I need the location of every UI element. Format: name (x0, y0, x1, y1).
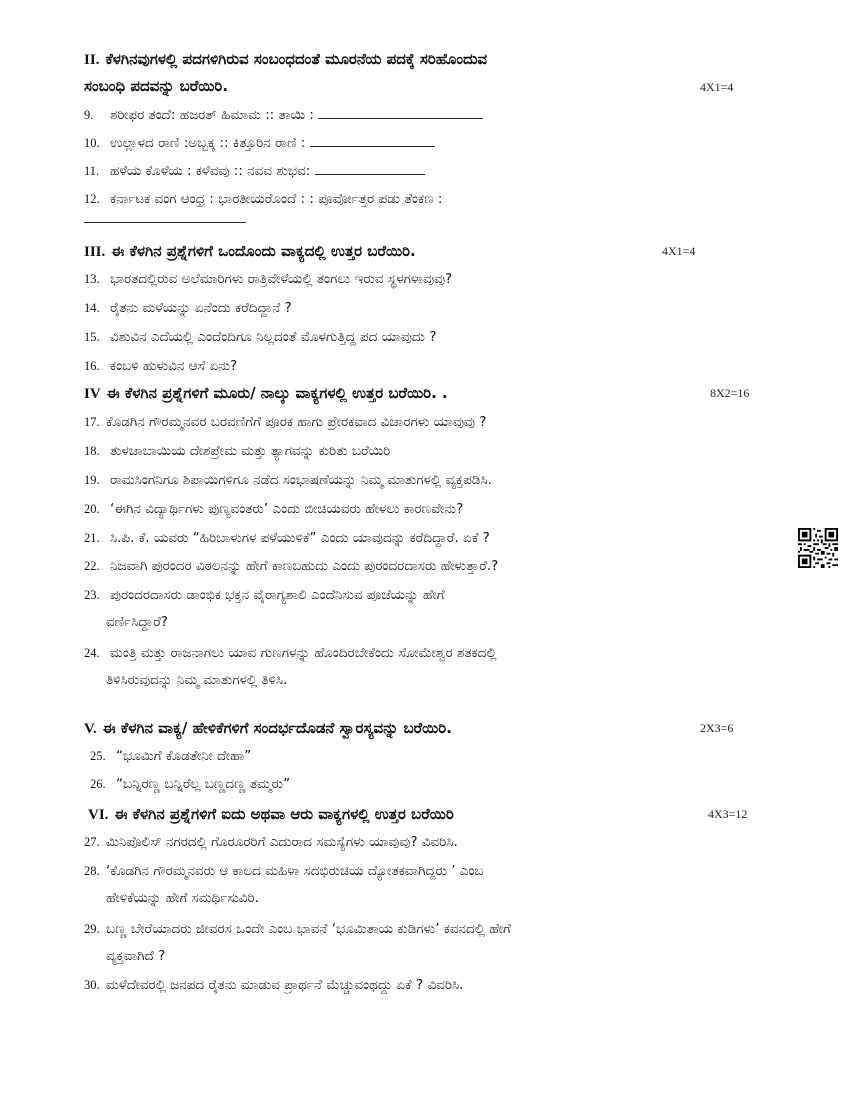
question-23-cont: ವರ್ಣಿಸಿದ್ದಾರೆ? (106, 614, 168, 630)
question-23 (84, 582, 770, 608)
section-ii-heading (84, 46, 790, 74)
question-number: 14. (84, 301, 100, 315)
answer-blank[interactable] (310, 132, 435, 147)
question-number: 10. (84, 136, 100, 150)
qr-code-icon (798, 528, 838, 568)
section-v-marks: 2X3=6 (700, 721, 734, 735)
question-16 (84, 353, 770, 379)
question-number: 22. (84, 559, 100, 573)
question-17 (84, 409, 770, 435)
question-number: 13. (84, 272, 100, 286)
section-iii-marks: 4X1=4 (662, 244, 696, 258)
question-text: ‘ಕೊಡಗಿನ ಗೌರಮ್ಮನವರು ಆ ಕಾಲದ ಮಹಿಳಾ ಸದಭಿರುಚಿಯ ದ್ಯೋತಕವಾಗಿದ್ದರು ’ ಎಂಬ (106, 863, 484, 879)
question-text: ಸಿ.ಪಿ. ಕೆ. ಯವರು “ಹಿರಿಬಾಳುಗಳ ಪಳೆಯುಳಿಕೆ” ಎಂದು ಯಾವುದನ್ನು ಕರೆದಿದ್ದಾರೆ. ಏಕೆ ? (110, 530, 490, 546)
question-text: ಭಾರತದಲ್ಲಿರುವ ಅಲೆಮಾರಿಗಳು ರಾತ್ರಿವೇಳೆಯಲ್ಲಿ ತಂಗಲು ಇರುವ ಸ್ಥಳಗಳಾವುವು? (110, 271, 453, 287)
question-number: 25. (90, 749, 106, 763)
section-vi-heading (88, 801, 790, 829)
section-number: III. (84, 244, 106, 260)
section-title: ಈ ಕೆಳಗಿನ ಪ್ರಶ್ನೆಗಳಿಗೆ ಐದು ಅಥವಾ ಆರು ವಾಕ್ಯಗಳಲ್ಲಿ ಉತ್ತರ ಬರೆಯಿರಿ (114, 805, 454, 823)
question-number: 24. (84, 646, 100, 660)
question-19 (84, 467, 770, 493)
question-number: 21. (84, 531, 100, 545)
question-text: ನಿಜವಾಗಿ ಪುರಂದರ ವಿಠಲನನ್ನು ಹೇಗೆ ಕಾಣಬಹುದು ಎಂದು ಪುರಂದರದಾಸರು ಹೇಳುತ್ತಾರೆ.? (110, 558, 499, 574)
answer-blank[interactable] (315, 160, 425, 175)
answer-blank[interactable] (84, 222, 246, 223)
section-title-cont: ಸಂಬಂಧಿ ಪದವನ್ನು ಬರೆಯಿರಿ. (84, 77, 229, 95)
section-title: ಕೆಳಗಿನವುಗಳಲ್ಲಿ ಪದಗಳಿಗಿರುವ ಸಂಬಂಧದಂತೆ ಮೂರನೆಯ ಪದಕ್ಕೆ ಸರಿಹೊಂದುವ (105, 50, 488, 68)
question-11 (84, 158, 770, 184)
question-text: “ಭೂಮಿಗೆ ಕೊಡತೇನೀ ದೇಹಾ” (116, 748, 252, 764)
section-v-heading (84, 715, 790, 743)
question-21 (84, 525, 770, 551)
question-text: ಕರ್ನಾಟಕ ವಂಗ ಆಂಧ್ರ : ಭಾರತೀಯರೊಂದೆ : : ಪೂರ್ವೋತ್ತರ ಪಡು ತೆಂಕಣ : (110, 191, 443, 207)
section-number: V. (84, 721, 97, 737)
question-number: 12. (84, 192, 100, 206)
question-number: 19. (84, 473, 100, 487)
question-number: 28. (84, 864, 100, 878)
question-text: ಉಲ್ಲಾಳದ ರಾಣಿ :ಅಬ್ಬಕ್ಕ :: ಕಿತ್ತೂರಿನ ರಾಣಿ : (110, 135, 306, 151)
question-29 (84, 916, 770, 942)
question-number: 9. (84, 108, 94, 122)
question-number: 20. (84, 502, 100, 516)
question-28-cont: ಹೇಳಿಕೆಯನ್ನು ಹೇಗೆ ಸಮರ್ಥಿಸುವಿರಿ. (106, 890, 259, 906)
question-text: “ಬನ್ನಿರಣ್ಣ ಬನ್ನಿರೆಲ್ಲ ಬಣ್ಣದಣ್ಣ ತಮ್ಮರು” (116, 776, 291, 792)
question-number: 29. (84, 922, 100, 936)
question-24-cont: ತಿಳಿಸಿರುವುದನ್ನು ನಿಮ್ಮ ಮಾತುಗಳಲ್ಲಿ ತಿಳಿಸಿ. (106, 672, 288, 688)
question-number: 18. (84, 444, 100, 458)
question-number: 11. (84, 164, 100, 178)
question-number: 15. (84, 330, 100, 344)
question-number: 17. (84, 415, 100, 429)
question-text: ಬಣ್ಣ ಬೇರೆಯಾದರು ಜೀವರಸ ಒಂದೇ ಎಂಬ ಭಾವನೆ ‘ಭೂಮಿತಾಯ ಕುಡಿಗಳು’ ಕವನದಲ್ಲಿ ಹೇಗೆ (106, 921, 511, 937)
question-12 (84, 186, 770, 212)
question-text: ಕೊಡಗಿನ ಗೌರಮ್ಮನವರ ಬರವಣಿಗೆಗೆ ಪೂರಕ ಹಾಗು ಪ್ರೇರಕವಾದ ವಿಚಾರಗಳು ಯಾವುವು ? (106, 414, 487, 430)
question-number: 23. (84, 588, 100, 602)
section-number: VI. (88, 807, 109, 823)
question-29-cont: ವ್ಯಕ್ತವಾಗಿದೆ ? (106, 948, 166, 964)
question-text: ರೈತನು ಮಳೆಯನ್ನು ಏನೆಂದು ಕರೆದಿದ್ದಾನೆ ? (110, 300, 292, 316)
question-text: ಮಂತ್ರಿ ಮತ್ತು ರಾಜನಾಗಲು ಯಾವ ಗುಣಗಳನ್ನು ಹೊಂದಿರಬೇಕೆಂದು ಸೋಮೇಶ್ವರ ಶತಕದಲ್ಲಿ (110, 645, 497, 661)
question-text: ವಿಶುವಿನ ಎದೆಯಲ್ಲಿ ಎಂದೆಂದಿಗೂ ನಿಲ್ಲದಂತೆ ಮೊಳಗುತ್ತಿದ್ದ ಪದ ಯಾವುದು ? (110, 329, 437, 345)
question-text: ಶರೀಫರ ತಂದೆ: ಹಜರತ್ ಹಿಮಾಮ :: ತಾಯಿ : (110, 107, 314, 123)
question-13 (84, 266, 770, 292)
section-vi-marks: 4X3=12 (708, 807, 748, 821)
question-20 (84, 496, 770, 522)
section-title: ಈ ಕೆಳಗಿನ ವಾಕ್ಯ/ ಹೇಳಿಕೆಗಳಿಗೆ ಸಂದರ್ಭದೊಡನೆ ಸ್ವಾರಸ್ಯವನ್ನು ಬರೆಯಿರಿ. (102, 719, 452, 737)
question-25 (90, 743, 770, 769)
question-text: ‘ಈಗಿನ ವಿದ್ಯಾರ್ಥಿಗಳು ಪುಣ್ಯವಂತರು’ ಎಂದು ಬೀಚಿಯವರು ಹೇಳಲು ಕಾರಣವೇನು? (110, 501, 464, 517)
question-30 (84, 972, 770, 998)
question-text: ತುಳಜಾಬಾಯಿಯ ದೇಶಪ್ರೇಮ ಮತ್ತು ತ್ಯಾಗವನ್ನು ಕುರಿತು ಬರೆಯಿರಿ (110, 443, 391, 459)
section-number: IV (84, 386, 101, 402)
section-title: ಈ ಕೆಳಗಿನ ಪ್ರಶ್ನೆಗಳಿಗೆ ಮೂರು/ ನಾಲ್ಕು ವಾಕ್ಯಗಳಲ್ಲಿ ಉತ್ತರ ಬರೆಯಿರಿ. . (106, 384, 448, 402)
question-number: 16. (84, 359, 100, 373)
question-text: ಪುರಂದರದಾಸರು ಡಾಂಭಿಕ ಭಕ್ತನ ವೈರಾಗ್ಯಶಾಲಿ ಎಂದೆನಿಸುವ ಪೂಜೆಯನ್ನು ಹೇಗೆ (110, 587, 445, 603)
question-28 (84, 858, 770, 884)
section-number: II. (84, 52, 100, 68)
question-number: 26. (90, 777, 106, 791)
question-26 (90, 771, 770, 797)
question-number: 27. (84, 835, 100, 849)
question-text: ಕಂಬಳಿ ಹುಳುವಿನ ಆಸೆ ಏನು? (110, 358, 238, 374)
question-15 (84, 324, 770, 350)
question-14 (84, 295, 770, 321)
question-text: ಮಿನಿಪೊಲಿಸ್ ನಗರದಲ್ಲಿ ಗೊರೂರರಿಗೆ ಎದುರಾದ ಸಮಸ್ಯೆಗಳು ಯಾವುವು? ವಿವರಿಸಿ. (106, 834, 458, 850)
section-ii-marks: 4X1=4 (700, 80, 734, 94)
question-number: 30. (84, 978, 100, 992)
section-title: ಈ ಕೆಳಗಿನ ಪ್ರಶ್ನೆಗಳಿಗೆ ಒಂದೊಂದು ವಾಕ್ಯದಲ್ಲಿ ಉತ್ತರ ಬರೆಯಿರಿ. (111, 242, 416, 260)
answer-blank[interactable] (318, 104, 483, 119)
question-9 (84, 102, 770, 128)
question-22 (84, 553, 770, 579)
section-iv-marks: 8X2=16 (710, 386, 750, 400)
question-18 (84, 438, 770, 464)
question-text: ಹಳೆಯ ಕೊಳೆಯ : ಕಳೆವವು :: ನವವ ಶುಭವ: (110, 163, 311, 179)
section-iv-heading (84, 380, 790, 408)
question-10 (84, 130, 770, 156)
question-text: ಮಳೆದೇವರಲ್ಲಿ ಜನಪದ ರೈತನು ಮಾಡುವ ಪ್ರಾರ್ಥನೆ ಮೆಚ್ಚುವಂಥದ್ದು ಏಕೆ ? ವಿವರಿಸಿ. (106, 977, 464, 993)
question-text: ರಾಮಸಿಂಗನಿಗೂ ಶಿಪಾಯಿಗಳಿಗೂ ನಡೆದ ಸಂಭಾಷಣೆಯನ್ನು ನಿಮ್ಮ ಮಾತುಗಳಲ್ಲಿ ವ್ಯಕ್ತಪಡಿಸಿ. (110, 472, 492, 488)
question-27 (84, 829, 770, 855)
section-ii-heading-cont (84, 73, 790, 100)
question-24 (84, 640, 770, 666)
